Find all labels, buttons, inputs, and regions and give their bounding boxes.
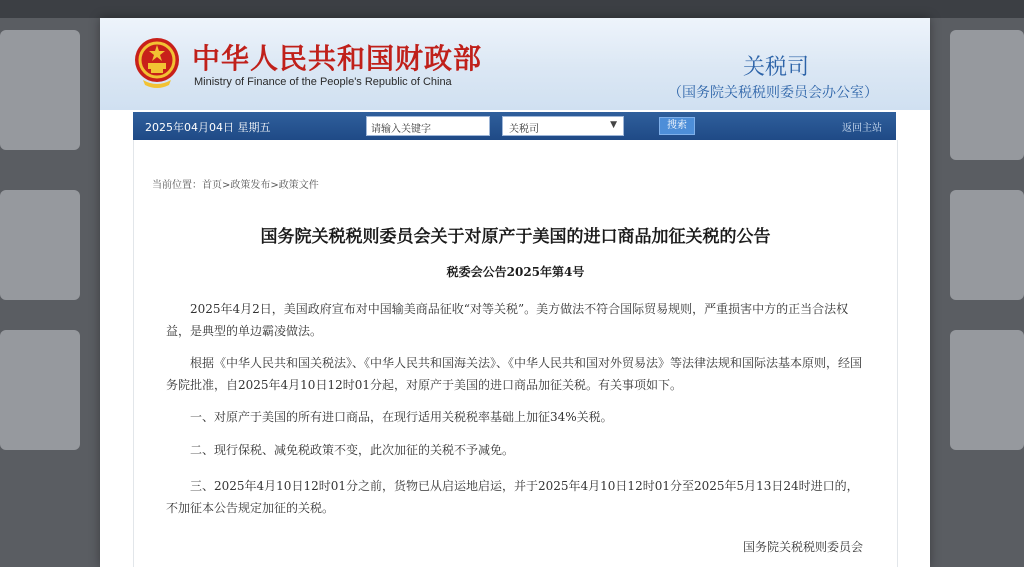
- background-top-bar: [0, 0, 1024, 18]
- background-tile: [0, 190, 80, 300]
- background-tile: [950, 190, 1024, 300]
- ministry-name-en: Ministry of Finance of the People's Republic of China: [194, 76, 452, 88]
- paragraph: 2025年4月2日，美国政府宣布对中国输美商品征收“对等关税”。美方做法不符合国际贸易规则，严重损害中方的正当合法权益，是典型的单边霸凌做法。: [166, 302, 849, 338]
- paragraph: 二、现行保税、减免税政策不变，此次加征的关税不予减免。: [190, 443, 515, 457]
- background-tile: [950, 30, 1024, 160]
- document-signature: 国务院关税税则委员会: [742, 540, 863, 554]
- document-number: 税委会公告2025年第4号: [446, 265, 585, 279]
- section-select[interactable]: [502, 116, 624, 136]
- document-title: 国务院关税税则委员会关于对原产于美国的进口商品加征关税的公告: [260, 227, 771, 247]
- breadcrumb[interactable]: 当前位置：首页>政策发布>政策文件: [152, 180, 319, 191]
- browser-page: [100, 18, 930, 567]
- site-header: [100, 18, 930, 110]
- paragraph: 一、对原产于美国的所有进口商品，在现行适用关税税率基础上加征34%关税。: [190, 410, 613, 424]
- search-button[interactable]: 搜索: [659, 117, 695, 135]
- background-tile: [0, 330, 80, 450]
- chevron-down-icon: ▼: [610, 120, 617, 130]
- background-tile: [950, 330, 1024, 450]
- article-content: [133, 140, 898, 567]
- national-emblem-icon: [133, 36, 181, 88]
- ministry-name-cn: 中华人民共和国财政部: [192, 42, 483, 75]
- department-name: 关税司: [743, 55, 810, 80]
- paragraph: 三、2025年4月10日12时01分之前，货物已从启运地启运，并于2025年4月10日12时01分至2025年5月13日24时进口的，不加征本公告规定加征的关税。: [166, 479, 859, 515]
- paragraph: 根据《中华人民共和国关税法》、《中华人民共和国海关法》、《中华人民共和国对外贸易法》等法律法规和国际法基本原则，经国务院批准，自2025年4月10日12时01分起，对原产于美国的进口商品加征关税。有关事项如下。: [166, 356, 863, 392]
- current-date: 2025年04月04日 星期五: [145, 121, 271, 134]
- section-select-value: 关税司: [509, 124, 539, 135]
- search-input[interactable]: 请输入关键字: [366, 116, 490, 136]
- nav-bar: [133, 112, 896, 140]
- return-home-link[interactable]: 返回主站: [842, 123, 882, 134]
- background-tile: [0, 30, 80, 150]
- department-subtitle: （国务院关税税则委员会办公室）: [668, 85, 878, 101]
